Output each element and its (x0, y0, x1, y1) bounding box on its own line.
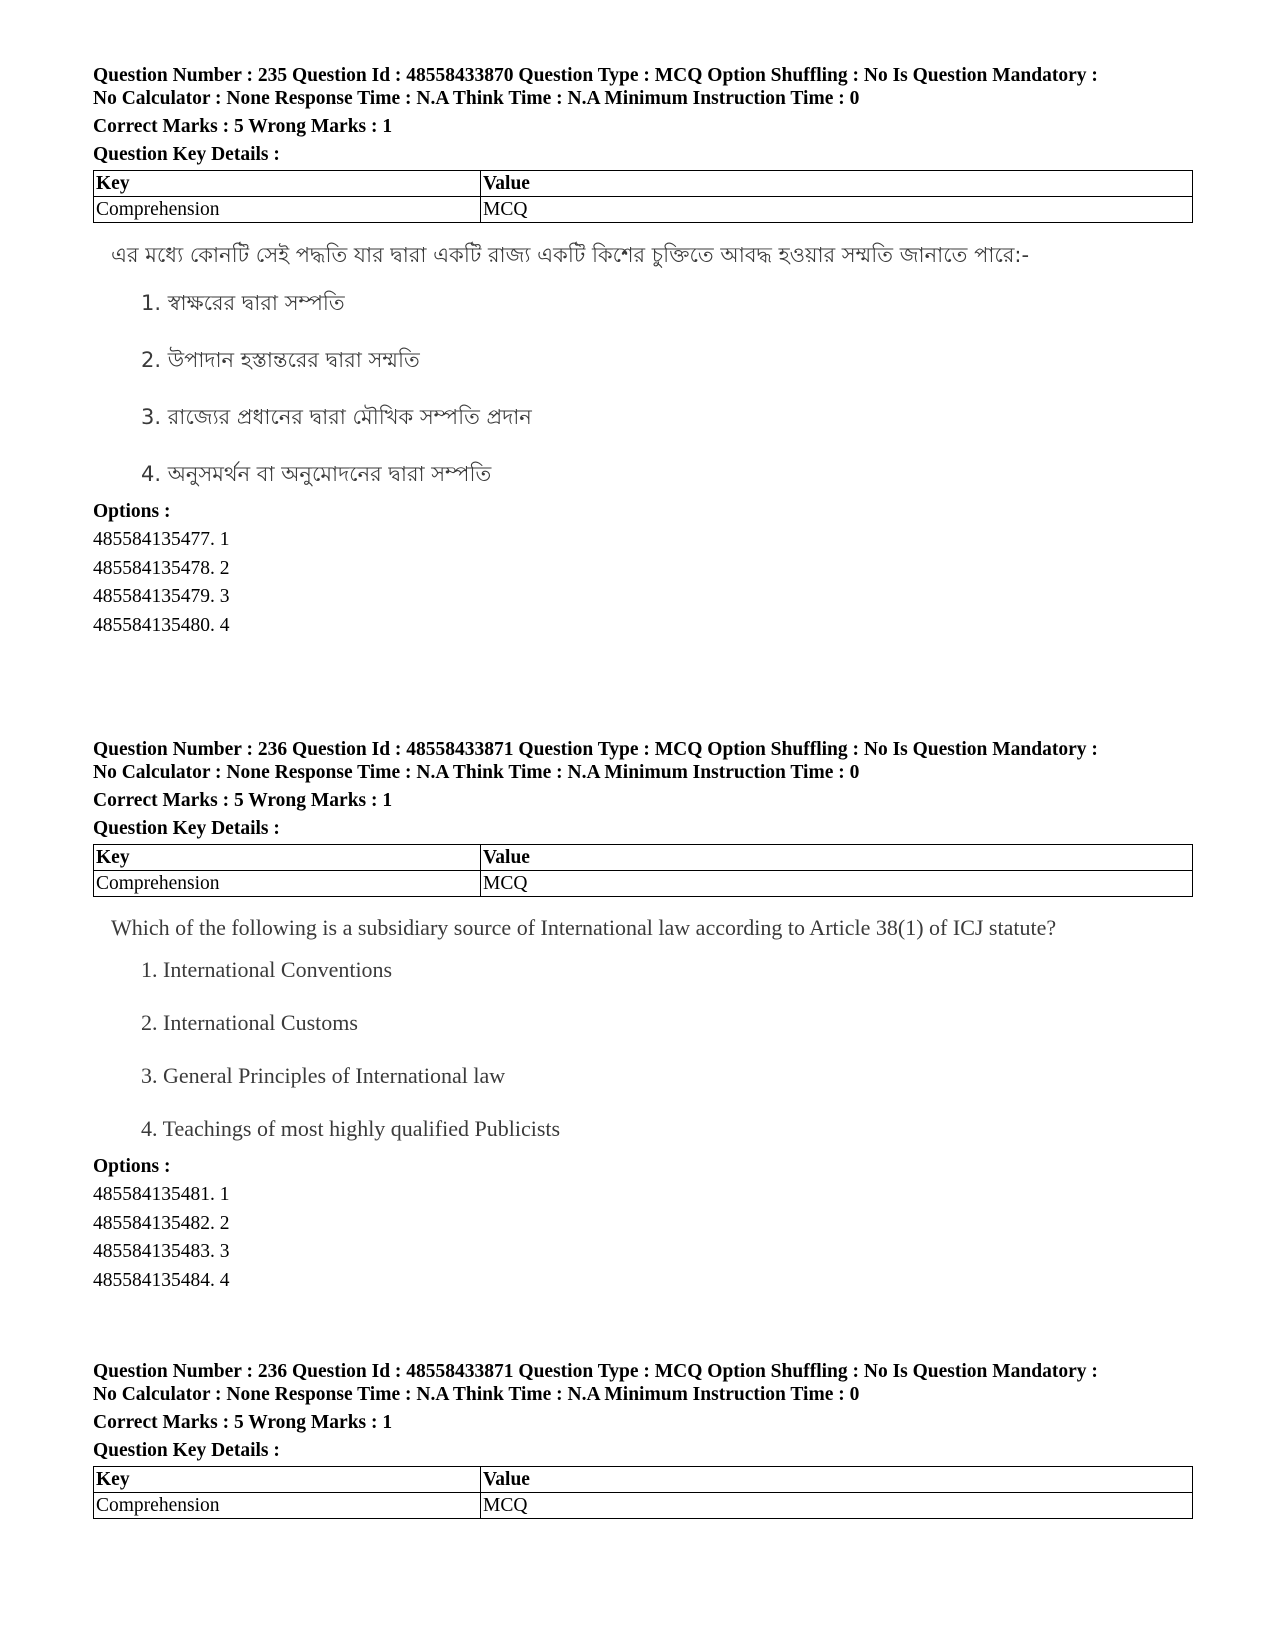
option-item: 485584135483. 3 (93, 1241, 230, 1262)
table-cell-value: MCQ (481, 1493, 1193, 1519)
options-label: Options : (93, 501, 171, 522)
option-item: 485584135479. 3 (93, 586, 230, 607)
table-header-value: Value (481, 171, 1193, 197)
options-label: Options : (93, 1156, 171, 1177)
question-item: 2. International Customs (141, 1010, 358, 1035)
option-item: 485584135484. 4 (93, 1269, 230, 1291)
option-item: 485584135477. 1 (93, 529, 230, 550)
table-cell-key: Comprehension (94, 871, 481, 897)
table-header-value: Value (481, 1467, 1193, 1493)
question-item: 3. General Principles of International law (141, 1063, 506, 1088)
key-details-label: Question Key Details : (93, 818, 280, 839)
question-item: 1. স্বাক্ষরের দ্বারা সম্পতি (141, 291, 345, 315)
question-image (111, 237, 1193, 494)
question-header-line1: Question Number : 235 Question Id : 48558433870 Question Type : MCQ Option Shuffling : No Is Question Mandatory : (93, 65, 1098, 86)
marks-line: Correct Marks : 5 Wrong Marks : 1 (93, 790, 393, 811)
table-row (94, 871, 1193, 897)
option-item: 485584135482. 2 (93, 1212, 230, 1234)
table-header-row (94, 845, 1193, 871)
key-details-label: Question Key Details : (93, 1440, 280, 1461)
question-header-line2: No Calculator : None Response Time : N.A Think Time : N.A Minimum Instruction Time : 0 (93, 88, 860, 109)
question-header-line1: Question Number : 236 Question Id : 48558433871 Question Type : MCQ Option Shuffling : No Is Question Mandatory : (93, 739, 1098, 760)
question-text: এর মধ্যে কোনটি সেই পদ্ধতি যার দ্বারা একটি রাজ্য একটি কিশের চুক্তিতে আবদ্ধ হওয়ার সম্মতি জানাতে পারে:- (111, 243, 1030, 267)
option-item: 485584135480. 4 (93, 614, 230, 636)
table-cell-value: MCQ (481, 871, 1193, 897)
question-header-line1: Question Number : 236 Question Id : 48558433871 Question Type : MCQ Option Shuffling : No Is Question Mandatory : (93, 1361, 1098, 1382)
table-cell-value: MCQ (481, 197, 1193, 223)
key-details-label: Question Key Details : (93, 144, 280, 165)
question-block (93, 1360, 1193, 1519)
question-header-line2: No Calculator : None Response Time : N.A Think Time : N.A Minimum Instruction Time : 0 (93, 762, 860, 783)
question-items (111, 283, 1193, 494)
option-item: 485584135478. 2 (93, 557, 230, 579)
question-header-line2: No Calculator : None Response Time : N.A Think Time : N.A Minimum Instruction Time : 0 (93, 1384, 860, 1405)
question-item: 2. উপাদান হস্তান্তরের দ্বারা সম্মতি (141, 348, 420, 372)
table-header-value: Value (481, 845, 1193, 871)
question-item: 3. রাজ্যের প্রধানের দ্বারা মৌখিক সম্পতি প্রদান (141, 405, 532, 429)
table-cell-key: Comprehension (94, 197, 481, 223)
table-cell-key: Comprehension (94, 1493, 481, 1519)
table-row (94, 1493, 1193, 1519)
table-header-key: Key (94, 171, 481, 197)
question-block (93, 738, 1193, 1295)
option-item: 485584135481. 1 (93, 1184, 230, 1205)
key-details-table (93, 844, 1193, 897)
question-items (111, 950, 1193, 1149)
question-item: 4. Teachings of most highly qualified Publicists (141, 1116, 561, 1141)
question-image (111, 911, 1193, 1149)
marks-line: Correct Marks : 5 Wrong Marks : 1 (93, 1412, 393, 1433)
table-header-key: Key (94, 1467, 481, 1493)
table-header-row (94, 171, 1193, 197)
question-text: Which of the following is a subsidiary source of International law according to Article 38(1) of ICJ statute? (111, 915, 1057, 940)
question-item: 4. অনুসমর্থন বা অনুমোদনের দ্বারা সম্পতি (141, 462, 492, 486)
question-item: 1. International Conventions (141, 957, 393, 982)
table-header-key: Key (94, 845, 481, 871)
question-block (93, 64, 1193, 640)
marks-line: Correct Marks : 5 Wrong Marks : 1 (93, 116, 393, 137)
table-header-row (94, 1467, 1193, 1493)
key-details-table (93, 170, 1193, 223)
key-details-table (93, 1466, 1193, 1519)
table-row (94, 197, 1193, 223)
